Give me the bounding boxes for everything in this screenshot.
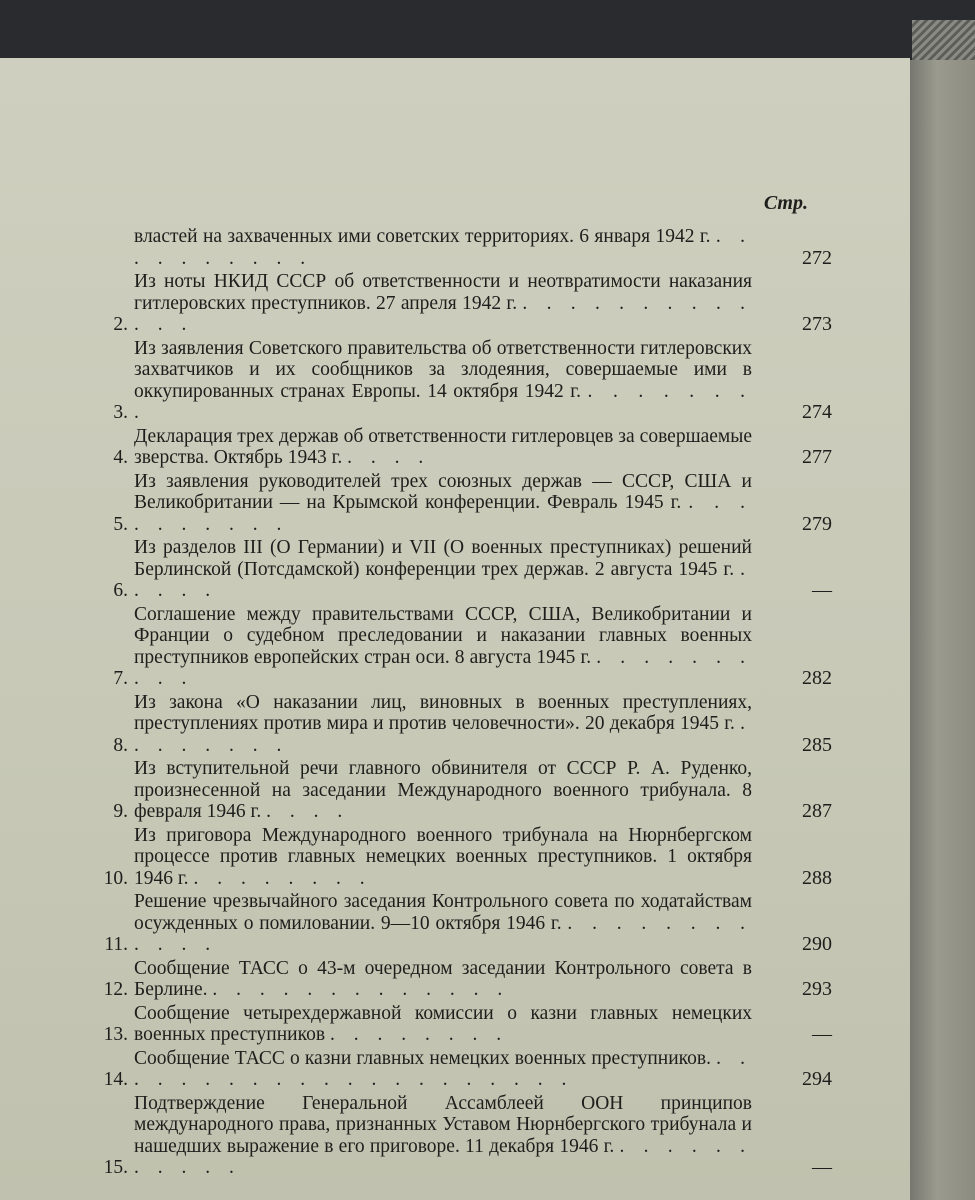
entry-number: 12. (103, 979, 128, 1000)
dot-leader: . . . . . . . . (134, 380, 753, 423)
entry-text-block (134, 271, 752, 336)
toc-entry (92, 537, 832, 602)
toc-entry (92, 338, 832, 424)
entry-number: 3. (113, 402, 128, 423)
entry-text: Из разделов III (О Германии) и VII (О военных преступниках) решений Берлинской (Потсдамской) конференции трех держав. 2 августа 1945 г. (134, 537, 752, 580)
entry-text-block (134, 758, 752, 823)
entry-text-block (134, 1003, 752, 1046)
entry-text-block (134, 471, 752, 536)
dot-leader: . . . . . (134, 558, 752, 601)
entry-text: Из приговора Международного военного трибунала на Нюрнбергском процессе против главных немецких военных преступников. 1 октября 1946 г. (134, 824, 752, 889)
entry-number: 15. (103, 1157, 128, 1178)
toc-entry (92, 1003, 832, 1046)
entry-page: 287 (802, 800, 832, 822)
dot-leader: . . . . . . . . . . . (134, 1135, 753, 1178)
entry-text: Декларация трех держав об ответственности гитлеровцев за совершаемые зверства. Октябрь 1943 г. (134, 425, 752, 468)
entry-number: 8. (113, 734, 128, 756)
entry-number: 7. (113, 668, 128, 689)
entry-text: Из вступительной речи главного обвинителя от СССР Р. А. Руденко, произнесенной на заседании Международного военного трибунала. 8 февраля 1946 г. (134, 758, 752, 822)
entry-text-block (134, 692, 752, 757)
entry-text-block (134, 958, 752, 1001)
entry-text-block (134, 1093, 752, 1179)
dot-leader: . . . . (347, 447, 431, 468)
dot-leader: . . . . . . . . . . (134, 226, 752, 269)
entry-page: — (812, 579, 832, 601)
toc-entry (92, 1048, 832, 1091)
entry-text: Решение чрезвычайного заседания Контрольного совета по ходатайствам осужденных о помиловании. 9—10 октября 1946 г. (134, 891, 752, 934)
toc-entry (92, 758, 832, 823)
entry-text-block (134, 825, 752, 890)
toc-entry (92, 271, 832, 336)
entry-page: 290 (802, 933, 832, 955)
dot-leader: . . . . . . . . (193, 867, 372, 889)
dot-leader: . . . . . . . . . . (134, 492, 752, 535)
entry-text-block (134, 891, 752, 956)
entry-number: 14. (103, 1069, 128, 1090)
entry-text-block (134, 426, 752, 469)
entry-page: 274 (802, 401, 832, 423)
dot-leader: . . . . (266, 801, 350, 822)
entry-number: 4. (113, 447, 128, 468)
book-page (0, 58, 910, 1200)
entry-page: 282 (802, 667, 832, 689)
page-column-label: Стр. (763, 192, 808, 214)
dot-leader: . . . . . . . . . . (134, 646, 753, 689)
toc-entry (92, 692, 832, 757)
toc-entry (92, 471, 832, 536)
entry-page: 279 (802, 512, 832, 535)
entry-text-block (134, 604, 752, 690)
entry-text-block (134, 338, 752, 424)
toc-entry (92, 891, 832, 956)
entry-number: 5. (113, 513, 128, 535)
table-of-contents (92, 226, 832, 1181)
entry-page: 272 (802, 246, 832, 269)
entry-text: Сообщение ТАСС о казни главных немецких военных преступников. (134, 1047, 711, 1069)
entry-number: 11. (104, 934, 128, 955)
dot-leader: . . . . . . . . (134, 713, 753, 756)
entry-page: — (812, 1023, 832, 1045)
entry-page: — (812, 1156, 832, 1178)
entry-page: 288 (802, 866, 832, 889)
dot-leader: . . . . . . . . . . . . . . . . . . . . . (134, 1047, 752, 1090)
entry-text: Из закона «О наказании лиц, виновных в военных преступлениях, преступлениях против мира и против человечности». 20 декабря 1945 г. (134, 691, 752, 734)
entry-text-block (134, 1048, 752, 1091)
entry-page: 277 (802, 446, 832, 468)
toc-entry (92, 604, 832, 690)
entry-text: Сообщение четырехдержавной комиссии о казни главных немецких военных преступников (134, 1002, 752, 1045)
entry-number: 6. (113, 580, 128, 601)
book-spine (905, 60, 975, 1200)
toc-entry (92, 958, 832, 1001)
toc-entry (92, 226, 832, 269)
dot-leader: . . . . . . . . . . . . . (134, 292, 753, 335)
entry-number: 13. (103, 1024, 128, 1045)
entry-page: 285 (802, 733, 832, 756)
entry-text: Подтверждение Генеральной Ассамблеей ООН принципов международного права, признанных Уставом Нюрнбергского трибунала и нашедших выражение в его приговоре. 11 декабря 1946 г. (134, 1092, 752, 1157)
entry-text: Из заявления Советского правительства об ответственности гитлеровских захватчиков и их сообщников за злодеяния, совершаемые ими в оккупированных странах Европы. 14 октября 1942 г. (134, 337, 752, 402)
entry-text-block (134, 537, 752, 602)
entry-number: 9. (113, 801, 128, 822)
dot-leader: . . . . . . . . (329, 1024, 509, 1045)
dot-leader: . . . . . . . . . . . . . (212, 979, 510, 1000)
toc-entry (92, 825, 832, 890)
dot-leader: . . . . . . . . . . . . (134, 912, 753, 955)
entry-text-block (134, 226, 752, 269)
entry-number: 2. (113, 314, 128, 335)
entry-page: 273 (802, 313, 832, 335)
entry-text: властей на захваченных ими советских территориях. 6 января 1942 г. (134, 226, 711, 247)
entry-number: 10. (103, 867, 128, 889)
entry-text: Сообщение ТАСС о 43-м очередном заседании Контрольного совета в Берлине. (134, 957, 752, 1000)
entry-page: 293 (802, 978, 832, 1000)
entry-text: Из заявления руководителей трех союзных держав — СССР, США и Великобритании — на Крымской конференции. Февраль 1945 г. (134, 470, 752, 513)
toc-entry (92, 1093, 832, 1179)
toc-entry (92, 426, 832, 469)
entry-text: Из ноты НКИД СССР об ответственности и неотвратимости наказания гитлеровских преступников. 27 апреля 1942 г. (134, 271, 752, 314)
entry-text: Соглашение между правительствами СССР, США, Великобритании и Франции о судебном преследовании и наказании главных военных преступников европейских стран оси. 8 августа 1945 г. (134, 603, 752, 668)
entry-page: 294 (802, 1068, 832, 1090)
